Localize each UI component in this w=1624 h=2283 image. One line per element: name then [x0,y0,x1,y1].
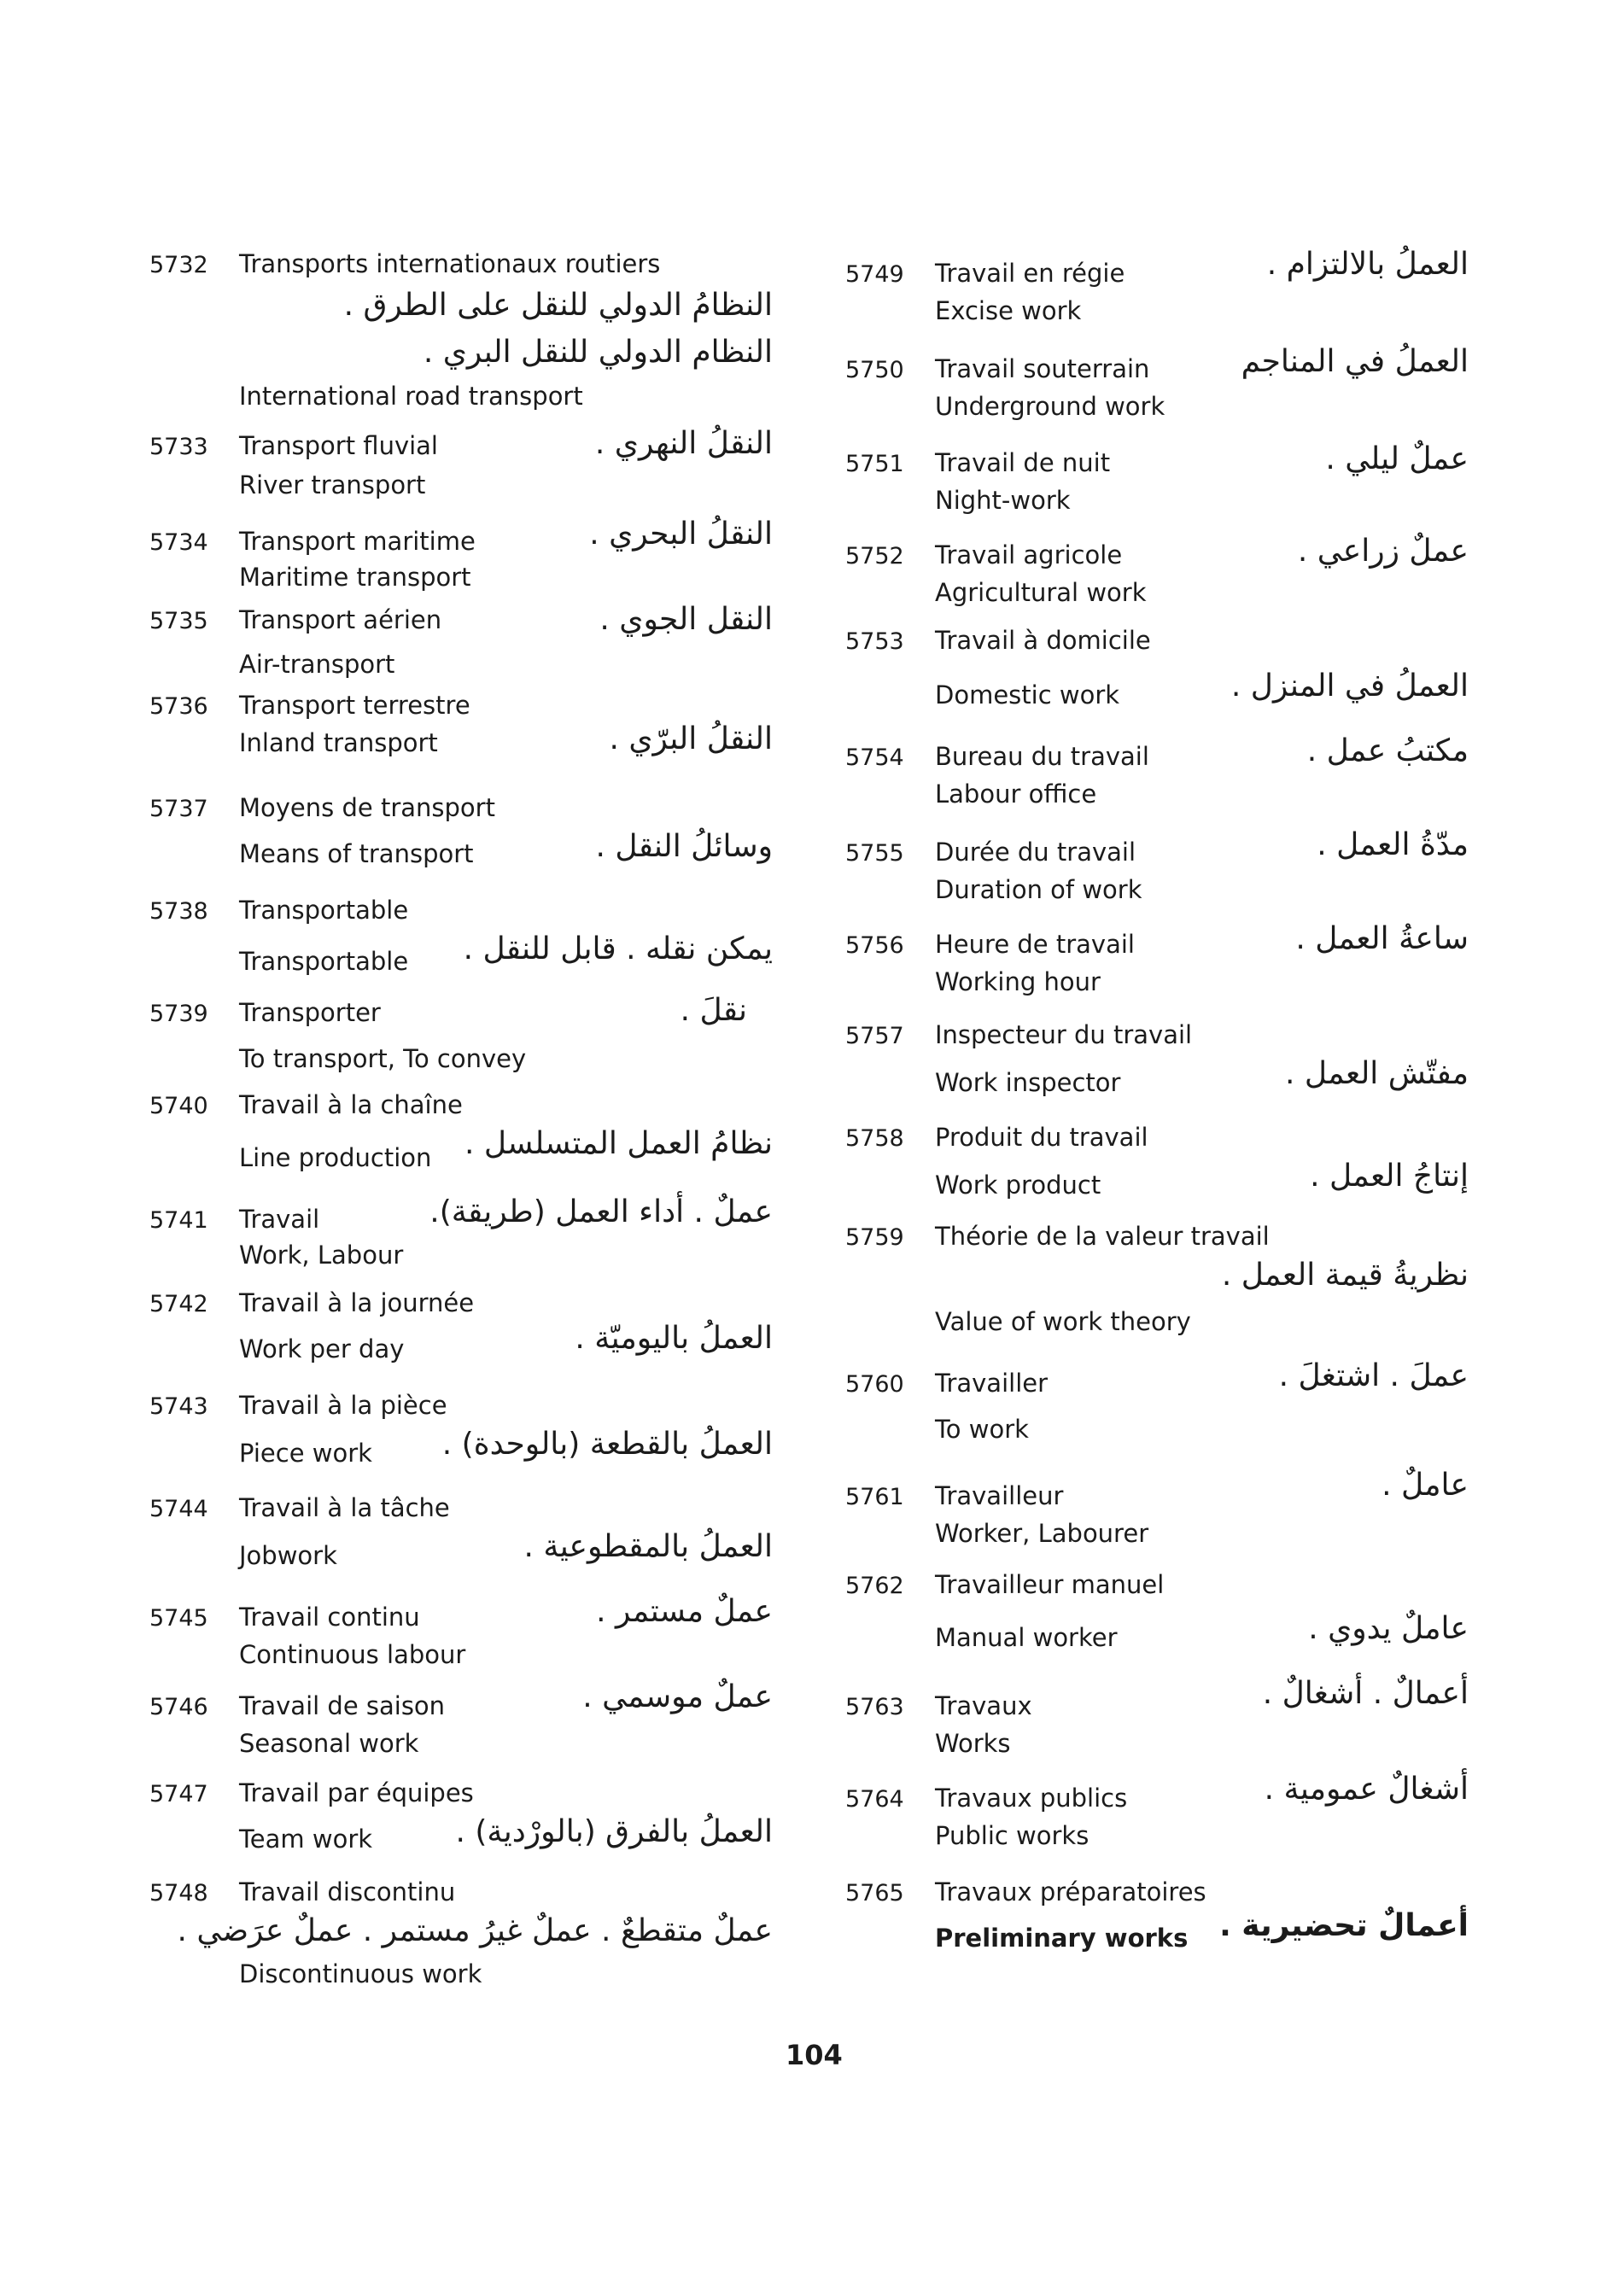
entry-english: Works [935,1729,1011,1758]
entry-french: Travail à domicile [935,626,1151,655]
entry-english: Value of work theory [935,1307,1191,1336]
entry-english: Means of transport [239,839,474,868]
entry-french: Travail continu [239,1603,420,1632]
entry-arabic: النقلُ البرّي . [609,721,773,756]
entry-arabic: عملٌ متقطعٌ . عملٌ غيرُ مستمر . عملٌ عرَضي . [177,1913,773,1948]
entry-arabic: نظامُ العمل المتسلسل . [464,1126,773,1161]
entry-french: Transportable [239,896,409,925]
entry-number: 5732 [149,252,208,278]
entry-arabic: عملٌ موسمي . [582,1679,773,1714]
entry-number: 5735 [149,608,208,634]
entry-english: Underground work [935,392,1165,421]
entry-english: Agricultural work [935,578,1147,607]
entry-number: 5747 [149,1781,208,1807]
entry-number: 5737 [149,796,208,822]
entry-french: Transporter [239,998,381,1027]
entry-arabic: عملَ . اشتغلَ . [1278,1358,1469,1393]
entry-french: Durée du travail [935,838,1136,867]
entry-number: 5759 [845,1224,904,1251]
entry-arabic: يمكن نقله . قابل للنقل . [463,931,773,966]
entry-arabic: العملُ بالالتزام . [1266,247,1469,282]
entry-english: Working hour [935,967,1101,996]
entry-french: Transport terrestre [239,691,470,720]
entry-arabic: عملٌ زراعي . [1297,534,1469,569]
entry-number: 5749 [845,261,904,288]
entry-english: Preliminary works [935,1924,1189,1953]
entry-english: Labour office [935,779,1097,809]
entry-arabic: مدّةُ العمل . [1317,827,1469,862]
entry-french: Travail [239,1205,320,1234]
entry-arabic: ساعةُ العمل . [1295,921,1469,956]
entry-number: 5738 [149,898,208,925]
entry-number: 5756 [845,932,904,959]
entry-english: Worker, Labourer [935,1519,1149,1548]
entry-english: Maritime transport [239,563,471,592]
entry-number: 5733 [149,434,208,460]
entry-number: 5740 [149,1093,208,1119]
entry-french: Travail agricole [935,540,1123,569]
entry-french: Travailler [935,1369,1049,1398]
entry-arabic: مكتبُ عمل . [1306,733,1469,768]
entry-number: 5764 [845,1786,904,1813]
entry-english: Inland transport [239,728,438,757]
entry-number: 5754 [845,744,904,771]
entry-number: 5742 [149,1291,208,1317]
entry-arabic: النظام الدولي للنقل البري . [423,335,773,370]
entry-french: Transport aérien [239,605,442,634]
entry-english: Piece work [239,1439,372,1468]
entry-english: Domestic work [935,680,1120,709]
entry-english: Work product [935,1171,1101,1200]
entry-number: 5755 [845,840,904,867]
entry-arabic: العملُ بالفرق (بالورْدية) . [455,1814,773,1849]
entry-number: 5751 [845,451,904,477]
entry-english: Seasonal work [239,1729,419,1758]
page-number: 104 [786,2039,843,2071]
entry-number: 5736 [149,693,208,720]
entry-arabic: العملُ باليوميّة . [575,1321,773,1356]
entry-arabic: وسائلُ النقل . [595,829,773,864]
entry-number: 5745 [149,1605,208,1632]
entry-french: Travail à la pièce [239,1391,447,1420]
entry-french: Travail à la tâche [239,1493,450,1522]
entry-arabic: النقل الجوي . [599,602,773,637]
entry-number: 5758 [845,1125,904,1152]
entry-english: Excise work [935,296,1082,325]
entry-french: Bureau du travail [935,742,1149,771]
entry-arabic: أعمالٌ . أشغالٌ . [1262,1676,1469,1711]
entry-english: Line production [239,1143,432,1172]
entry-arabic: عاملٌ يدوي . [1308,1611,1469,1646]
entry-french: Heure de travail [935,930,1135,959]
entry-french: Travailleur manuel [935,1570,1165,1599]
entry-arabic: عملٌ ليلي . [1325,441,1469,476]
entry-number: 5743 [149,1393,208,1420]
entry-french: Travail de saison [239,1691,446,1720]
entry-number: 5752 [845,543,904,569]
entry-french: Transports internationaux routiers [239,249,661,278]
entry-english: Public works [935,1821,1089,1850]
entry-english: River transport [239,470,426,499]
entry-english: Continuous labour [239,1640,466,1669]
entry-english: To transport, To convey [239,1044,527,1073]
entry-english: Night-work [935,486,1071,515]
entry-arabic: النقلُ البحري . [589,517,773,552]
entry-number: 5734 [149,529,208,556]
entry-english: Work, Labour [239,1241,404,1270]
entry-number: 5753 [845,628,904,655]
entry-number: 5761 [845,1484,904,1510]
entry-arabic: النظامُ الدولي للنقل على الطرق . [343,288,773,323]
entry-arabic: أعمالٌ تحضيرية . [1219,1908,1469,1943]
entry-french: Travaux [935,1691,1032,1720]
entry-english: Work per day [239,1334,405,1363]
entry-french: Travail en régie [935,259,1125,288]
entry-arabic: نظريةُ قيمة العمل . [1221,1258,1469,1293]
entry-french: Travail à la chaîne [239,1090,463,1119]
entry-english: Manual worker [935,1623,1118,1652]
entry-number: 5744 [149,1496,208,1522]
entry-french: Travail souterrain [935,354,1150,383]
entry-arabic: عاملٌ . [1382,1468,1469,1503]
entry-english: Duration of work [935,875,1142,904]
entry-french: Produit du travail [935,1123,1148,1152]
entry-arabic: عملٌ مستمر . [596,1594,773,1629]
entry-arabic: إنتاجُ العمل . [1310,1159,1469,1194]
entry-arabic: عملٌ . أداء العمل (طريقة). [429,1194,773,1229]
entry-number: 5748 [149,1880,208,1906]
entry-number: 5741 [149,1207,208,1234]
entry-french: Travail de nuit [935,448,1111,477]
entry-french: Travail par équipes [239,1778,474,1807]
entry-french: Transport fluvial [239,431,438,460]
entry-arabic: مفتّش العمل . [1285,1056,1469,1091]
entry-english: Air-transport [239,650,395,679]
entry-french: Travail à la journée [239,1288,475,1317]
entry-french: Moyens de transport [239,793,495,822]
entry-arabic: العملُ بالقطعة (بالوحدة) . [441,1427,773,1462]
entry-number: 5763 [845,1694,904,1720]
entry-english: Team work [239,1825,373,1854]
entry-english: Discontinuous work [239,1959,482,1988]
entry-number: 5739 [149,1001,208,1027]
entry-french: Travaux publics [935,1784,1128,1813]
entry-arabic: العملُ في المناجم [1241,344,1469,379]
entry-french: Travaux préparatoires [935,1877,1206,1906]
entry-english: Work inspector [935,1068,1121,1097]
entry-number: 5757 [845,1023,904,1049]
entry-french: Transport maritime [239,527,476,556]
entry-arabic: العملُ بالمقطوعية . [523,1529,773,1564]
entry-english: Jobwork [239,1541,337,1570]
entry-number: 5750 [845,357,904,383]
entry-english: International road transport [239,382,583,411]
entry-french: Travail discontinu [239,1877,456,1906]
entry-arabic: نقلَ . [680,993,747,1028]
entry-number: 5765 [845,1880,904,1906]
entry-number: 5762 [845,1573,904,1599]
entry-english: Transportable [239,947,409,976]
entry-french: Théorie de la valeur travail [935,1222,1270,1251]
entry-number: 5746 [149,1694,208,1720]
entry-arabic: النقلُ النهري . [594,426,773,461]
entry-french: Travailleur [935,1481,1064,1510]
entry-arabic: العملُ في المنزل . [1230,669,1469,704]
entry-french: Inspecteur du travail [935,1020,1193,1049]
entry-english: To work [935,1415,1029,1444]
entry-arabic: أشغالٌ عمومية . [1264,1772,1469,1807]
entry-number: 5760 [845,1371,904,1398]
